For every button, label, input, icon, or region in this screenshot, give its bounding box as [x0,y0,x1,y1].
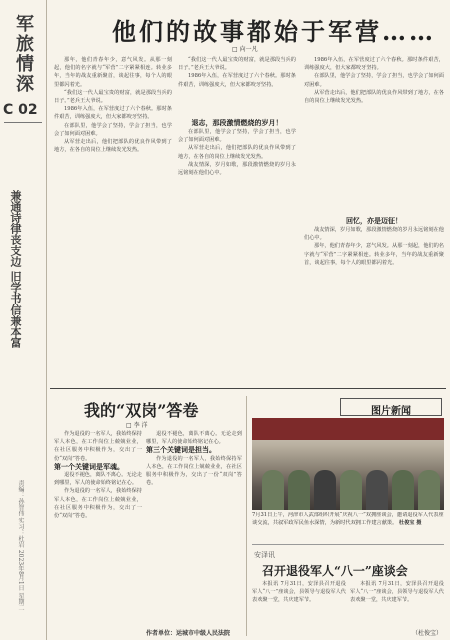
article1-col2 [178,128,296,386]
article1-col3 [304,56,444,214]
article2-col1 [54,430,142,635]
photo-rule [252,544,444,545]
article1-col3-bottom [304,226,444,386]
paragraph: 退役不褪色，离队不离心。无论走到哪里，军人的使命始终铭记在心。 [146,431,242,446]
paragraph: 本报讯 7月31日，安泽县召开退役军人“八一”座谈会，县领导与退役军人代表欢聚一堂，共庆建军节。 [350,581,444,604]
photo-figure [314,470,336,510]
article3-kicker: 安泽讯 [254,551,275,559]
photo-credit: 杜俊宝 摄 [398,519,422,526]
paragraph: 在部队里，他学会了坚持，学会了担当，也学会了如何面对困难。 [304,73,444,88]
paragraph: “我们这一代人最宝贵的财富，就是那段当兵的日子。”老兵王大爷说。 [178,57,296,72]
photo-news-label: 图片新闻 [371,406,411,417]
article2-subhead2: 第三个关键词是担当。 [146,446,216,455]
section-title: 军旅情深 [13,14,34,94]
photo-figure [288,470,310,510]
section-rule [50,388,446,389]
article1-col2-top [178,56,296,116]
photo-banner [252,418,444,440]
paragraph: 1986年入伍，在军营度过了六个春秋。那时条件艰苦，训练强度大，但大家都咬牙坚持。 [178,73,296,88]
article2-title: 我的“双岗”答卷 [84,401,199,420]
article3-col1 [252,580,346,636]
paragraph: 那年，他们青春年少，意气风发。从那一刻起，他们的名字就与“军营”二字紧紧相连。转业多年，当年的战友重新聚首，谈起往事，每个人的眼里都闪着光。 [304,243,444,266]
photo-figure [262,470,284,510]
paragraph: 1986年入伍，在军营度过了六个春秋。那时条件艰苦，训练强度大，但大家都咬牙坚持。 [54,106,172,121]
paragraph: 战友情深，岁月如歌，那段激情燃烧的岁月永远铭刻在他们心中。 [178,161,296,177]
photo-figure [366,470,388,510]
photo-figure [418,470,440,510]
article1-subhead2: 回忆，亦是迈征！ [346,217,402,225]
paragraph: 那年，他们青春年少，意气风发。从那一刻起，他们的名字就与“军营”二字紧紧相连。转业多年，当年的战友重新聚首，谈起往事，每个人的眼里都闪着光。 [54,57,172,88]
paragraph: 从军营走出后，他们把部队的优良作风带到了地方，在各自的岗位上继续发光发热。 [304,89,444,105]
paragraph: 作为退役的一名军人，我始终保持军人本色，在工作岗位上兢兢业业，在社区服务中积极作为，交出了一份“双岗”答卷。 [54,431,142,462]
page-number: C 02 [3,102,38,118]
article1-title: 他们的故事都始于军营…… [112,17,436,46]
photo-caption [252,512,444,542]
article3-title: 召开退役军人“八一”座谈会 [262,564,408,578]
article1-subhead1: 退志，那段激情燃烧的岁月！ [191,119,283,127]
paragraph: 退役不褪色，离队不离心。无论走到哪里，军人的使命始终铭记在心。 [54,472,142,487]
article2-col2 [146,430,242,626]
article2-byline: □ 李 洋 [126,422,148,429]
news-photo [252,418,444,510]
paragraph: 在部队里，他学会了坚持，学会了担当，也学会了如何面对困难。 [54,122,172,137]
photo-news-label-box [340,398,442,416]
paragraph: 本报讯 7月31日，安泽县召开退役军人“八一”座谈会，县领导与退役军人代表欢聚一堂，共庆建军节。 [252,581,346,604]
article1-col1 [54,56,172,386]
article3-col2 [350,580,444,628]
paragraph: 战友情深，岁月如歌，那段激情燃烧的岁月永远铭刻在他们心中。 [304,227,444,242]
photo-caption-text: 7月31日上午，河津市人武部组织开展“庆祝八一”双拥座谈会，邀请退役军人代表座谈交流，共叙军政军民鱼水深情，为新时代双拥工作建言献策。 [252,512,444,526]
photo-figure [340,470,362,510]
photo-figure [392,470,414,510]
paragraph: 1986年入伍，在军营度过了六个春秋。那时条件艰苦，训练强度大，但大家都咬牙坚持。 [304,57,444,72]
paragraph: “我们这一代人最宝贵的财富，就是那段当兵的日子。”老兵王大爷说。 [54,89,172,105]
paragraph: 在部队里，他学会了坚持，学会了担当，也学会了如何面对困难。 [178,129,296,144]
paragraph: 作为退役的一名军人，我始终保持军人本色，在工作岗位上兢兢业业，在社区服务中积极作为，交出了一份“双岗”答卷。 [54,488,142,520]
paragraph: 从军营走出后，他们把部队的优良作风带到了地方，在各自的岗位上继续发光发热。 [54,139,172,154]
column-divider [246,396,247,636]
article3-author: （杜俊宝） [412,630,443,637]
paragraph: 作为退役的一名军人，我始终保持军人本色，在工作岗位上兢兢业业，在社区服务中积极作为，交出了一份“双岗”答卷。 [146,455,242,487]
article2-author-unit: 作者单位：运城市中级人民法院 [146,630,231,637]
left-divider [4,122,42,123]
article2-subhead1: 第一个关键词是军魂。 [54,462,124,471]
issue-info: 责编：孙智伟 实习：杜岩 2023年8月1日 星期二 [17,480,24,611]
article1-byline: □ 向一凡 [232,46,258,53]
poem-column: 兼通诗律丧支边 旧学书信兼本富 [9,190,22,348]
paragraph: 从军营走出后，他们把部队的优良作风带到了地方，在各自的岗位上继续发光发热。 [178,145,296,160]
